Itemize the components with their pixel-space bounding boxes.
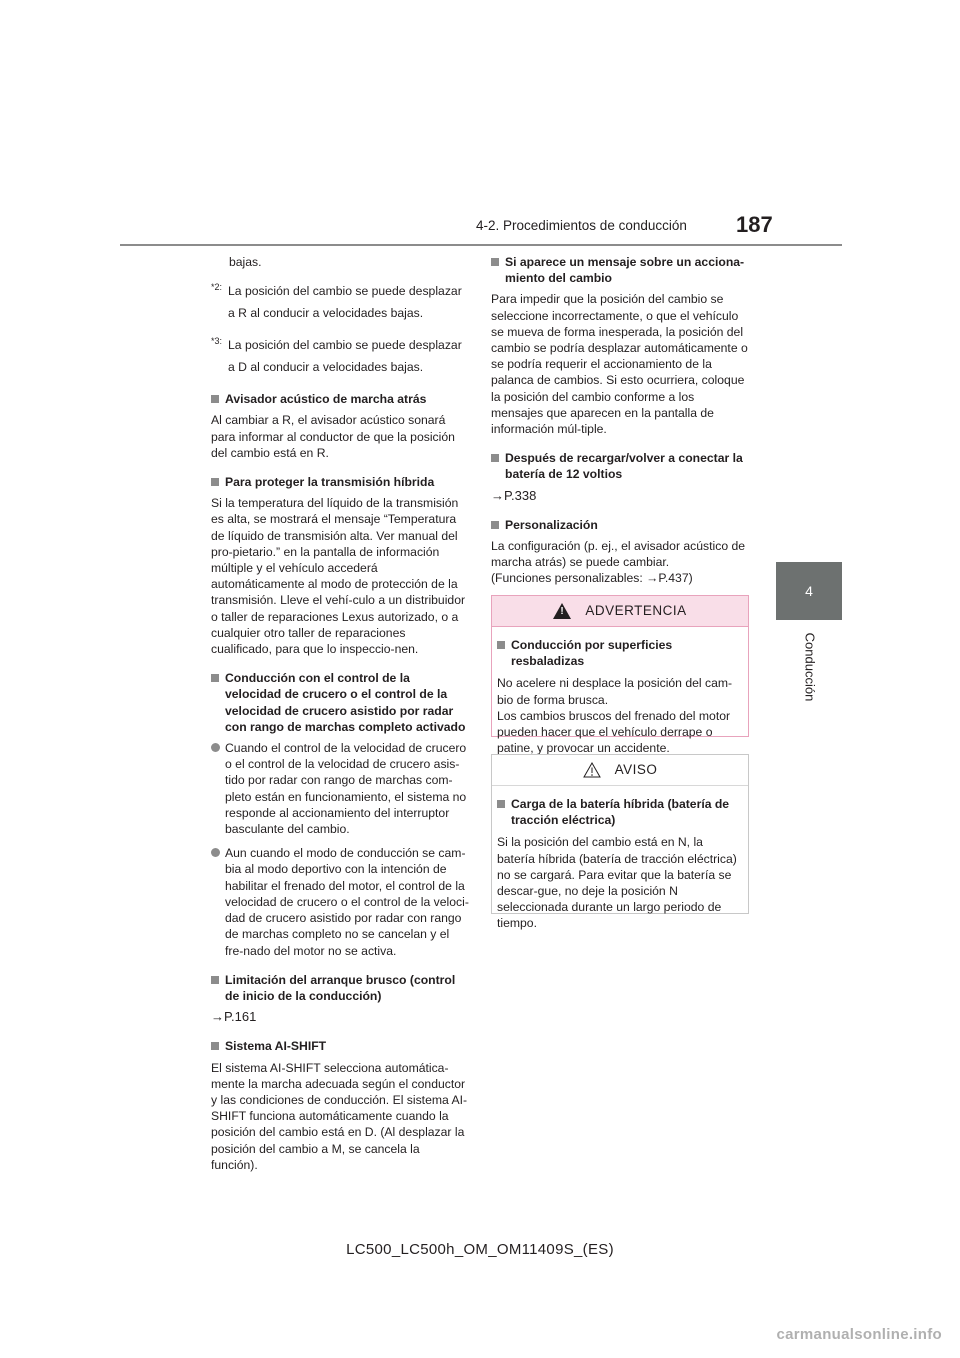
section-body: Para impedir que la posición del cambio se seleccione incorrectamente, o que el vehículo se mueva de forma inesperada, la posición del cambio se podría desplazar automáticamente o se podría requerir el accionamiento de la palanca de cambios. Si esto ocurriera, coloque la posición del cambio conforme a los mensajes que aparecen en la pantalla de información múl-tiple. [491, 292, 748, 437]
page-number: 187 [736, 212, 773, 237]
warning-heading: Conducción por superficies resbaladizas [497, 637, 743, 669]
footnote-mark: *3: [211, 336, 223, 347]
section-heading: Avisador acústico de marcha atrás [211, 391, 469, 407]
warning-body: No acelere ni desplace la posición del cam-bio de forma brusca. [497, 676, 733, 707]
footnote-text: La posición del cambio se puede desplazar a R al conducir a velocidades bajas. [228, 284, 462, 321]
header-section-title: 4-2. Procedimientos de conducción [476, 218, 687, 233]
square-bullet-icon [211, 1042, 219, 1050]
section-body: La configuración (p. ej., el avisador acústico de marcha atrás) se puede cambiar. [491, 539, 746, 570]
notice-body: Si la posición del cambio está en N, la batería híbrida (batería de tracción eléctrica) no se cargará. Para evitar que la batería se descar-gue, no deje la posición N seleccionada durante un largo periodo de tiempo. [497, 835, 737, 931]
footnote-mark: *2: [211, 282, 223, 293]
square-bullet-icon [491, 521, 499, 529]
section-body: Si la temperatura del líquido de la transmisión es alta, se mostrará el mensaje “Temperatura de líquido de transmisión alta. Ver manual del pro-pietario.” en la pantalla de información múltiple y el vehículo accederá automáticamente al modo de protección de la transmisión. Lleve el vehí-culo a un distribuidor o taller de reparaciones Lexus autorizado, o a cualquier otro taller de reparaciones cualificado, para que lo inspeccio-nen. [211, 496, 466, 657]
footnote [211, 280, 469, 324]
footnote [211, 334, 469, 378]
section-heading: Conducción con el control de la velocidad de crucero o el control de la velocidad de crucero asistido por radar con rango de marchas completo activado [211, 670, 469, 735]
watermark: carmanualsonline.info [776, 1326, 942, 1343]
section-heading: Personalización [491, 517, 749, 533]
square-bullet-icon [491, 258, 499, 266]
notice-heading: Carga de la batería híbrida (batería de tracción eléctrica) [497, 796, 743, 828]
list-item: Aun cuando el modo de conducción se cam-bia al modo deportivo con la intención de habilitar el frenado del motor, el control de la velocidad de crucero o el control de la veloci-dad de crucero asistido por radar con rango de marchas completo no se cancelan y el fre-nado del motor no se activa. [211, 845, 469, 958]
section-body: (Funciones personalizables: →P.437) [491, 571, 693, 586]
section-body: Al cambiar a R, el avisador acústico sonará para informar al conductor de que la posición del cambio está en R. [211, 413, 455, 460]
list-item: Cuando el control de la velocidad de crucero o el control de la velocidad de crucero asis-tido por radar con rango de marchas com-pleto están en funcionamiento, el sistema no responde al accionamiento del interruptor basculante del cambio. [211, 740, 469, 837]
continuation-text: bajas. [229, 255, 262, 269]
page-reference-link[interactable]: →P.338 [491, 487, 537, 503]
header-rule [120, 244, 842, 246]
notice-box [491, 754, 749, 931]
footnote-text: La posición del cambio se puede desplazar a D al conducir a velocidades bajas. [228, 338, 462, 375]
caution-triangle-icon [583, 762, 601, 778]
circle-bullet-icon [211, 743, 220, 752]
section-heading: Limitación del arranque brusco (control de inicio de la conducción) [211, 972, 469, 1004]
section-heading: Después de recargar/volver a conectar la batería de 12 voltios [491, 450, 749, 482]
chapter-label: Conducción [802, 632, 818, 702]
left-column [211, 254, 469, 1181]
square-bullet-icon [491, 454, 499, 462]
chapter-number: 4 [805, 583, 813, 599]
section-body: El sistema AI-SHIFT selecciona automática-mente la marcha adecuada según el conductor y las condiciones de conducción. El sistema AI-SHIFT funciona automáticamente cuando la posición del cambio está en D. (Al desplazar la posición del cambio a M, se cancela la función). [211, 1060, 468, 1172]
page-reference-link[interactable]: →P.161 [211, 1009, 257, 1025]
chapter-tab[interactable] [776, 562, 842, 620]
square-bullet-icon [497, 800, 505, 808]
square-bullet-icon [211, 674, 219, 682]
section-heading: Si aparece un mensaje sobre un acciona-miento del cambio [491, 254, 749, 286]
document-code: LC500_LC500h_OM_OM11409S_(ES) [346, 1241, 614, 1258]
square-bullet-icon [497, 641, 505, 649]
square-bullet-icon [211, 395, 219, 403]
warning-body: Los cambios bruscos del frenado del motor pueden hacer que el vehículo derrape o patine, y provocar un accidente. [497, 708, 731, 756]
warning-triangle-icon: ! [553, 603, 571, 619]
warning-box [491, 595, 749, 756]
notice-box-title: AVISO [492, 755, 748, 786]
warning-box-title: ! ADVERTENCIA [492, 596, 748, 627]
square-bullet-icon [211, 478, 219, 486]
section-heading: Para proteger la transmisión híbrida [211, 474, 469, 490]
circle-bullet-icon [211, 848, 220, 857]
section-heading: Sistema AI-SHIFT [211, 1038, 469, 1054]
right-column [491, 254, 749, 595]
square-bullet-icon [211, 976, 219, 984]
